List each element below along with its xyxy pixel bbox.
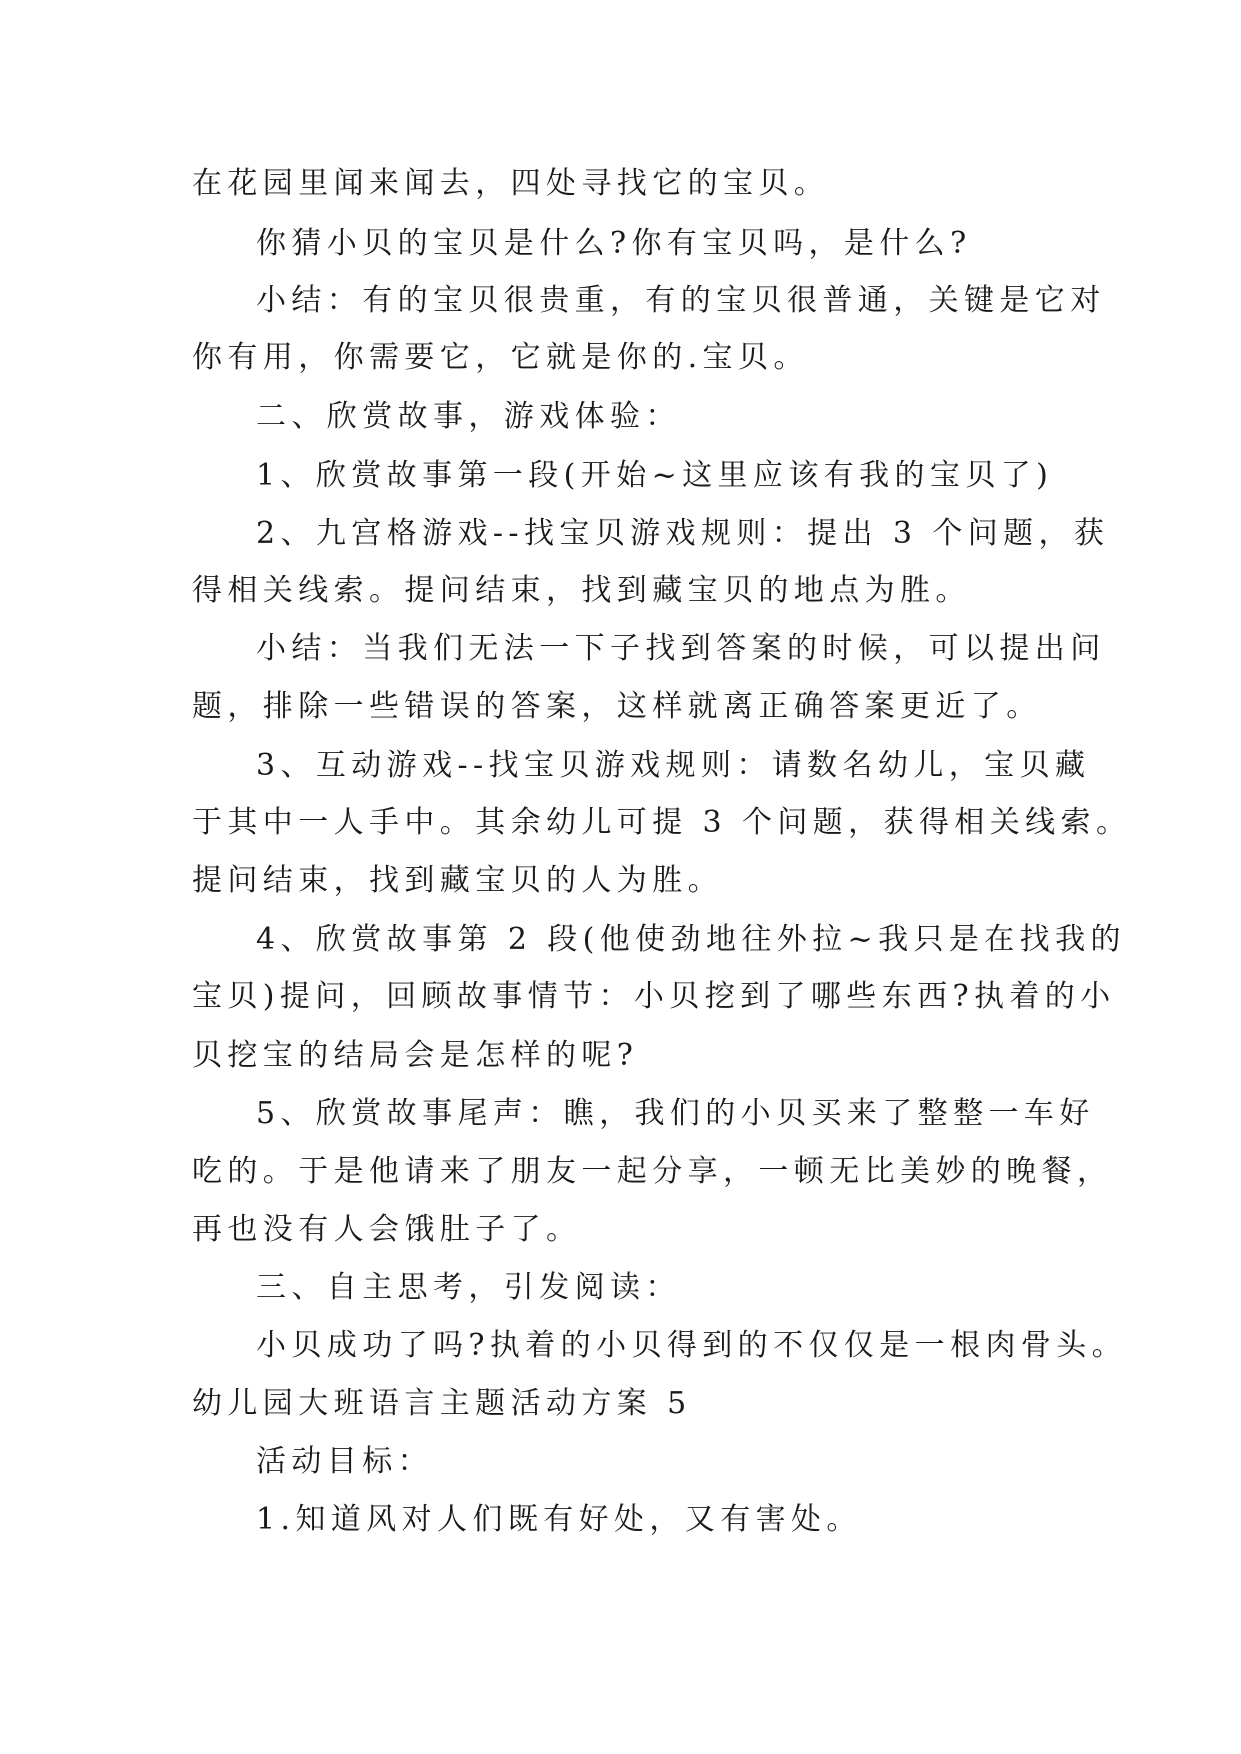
text-line: 4、欣赏故事第 2 段(他使劲地往外拉~我只是在找我的: [256, 922, 1126, 957]
text-line: 小贝成功了吗?执着的小贝得到的不仅仅是一根肉骨头。: [256, 1328, 1128, 1363]
text-line: 于其中一人手中。其余幼儿可提 3 个问题，获得相关线索。: [192, 805, 1132, 840]
section-heading: 三、自主思考，引发阅读：: [256, 1270, 681, 1305]
text-line: 你猜小贝的宝贝是什么?你有宝贝吗，是什么?: [256, 226, 972, 261]
text-line: 2、九宫格游戏--找宝贝游戏规则：提出 3 个问题，获: [256, 516, 1110, 551]
text-line: 小结：有的宝贝很贵重，有的宝贝很普通，关键是它对: [256, 283, 1106, 318]
text-line: 得相关线索。提问结束，找到藏宝贝的地点为胜。: [192, 573, 971, 608]
section-heading: 二、欣赏故事，游戏体验：: [256, 399, 681, 434]
section-heading: 活动目标：: [256, 1444, 433, 1479]
text-line: 提问结束，找到藏宝贝的人为胜。: [192, 863, 723, 898]
text-line: 1.知道风对人们既有好处，又有害处。: [256, 1502, 862, 1537]
text-line: 宝贝)提问，回顾故事情节：小贝挖到了哪些东西?执着的小: [192, 979, 1116, 1014]
text-line: 5、欣赏故事尾声：瞧，我们的小贝买来了整整一车好: [256, 1096, 1095, 1131]
text-line: 在花园里闻来闻去，四处寻找它的宝贝。: [192, 166, 830, 201]
text-line: 贝挖宝的结局会是怎样的呢?: [192, 1038, 639, 1073]
text-line: 1、欣赏故事第一段(开始~这里应该有我的宝贝了): [256, 458, 1054, 493]
text-line: 小结：当我们无法一下子找到答案的时候，可以提出问: [256, 631, 1106, 666]
text-line: 再也没有人会饿肚子了。: [192, 1212, 582, 1247]
text-line: 3、互动游戏--找宝贝游戏规则：请数名幼儿，宝贝藏: [256, 748, 1091, 783]
document-title: 幼儿园大班语言主题活动方案 5: [192, 1386, 692, 1421]
text-line: 吃的。于是他请来了朋友一起分享，一顿无比美妙的晚餐，: [192, 1154, 1113, 1189]
text-line: 题，排除一些错误的答案，这样就离正确答案更近了。: [192, 689, 1042, 724]
text-line: 你有用，你需要它，它就是你的.宝贝。: [192, 340, 809, 375]
